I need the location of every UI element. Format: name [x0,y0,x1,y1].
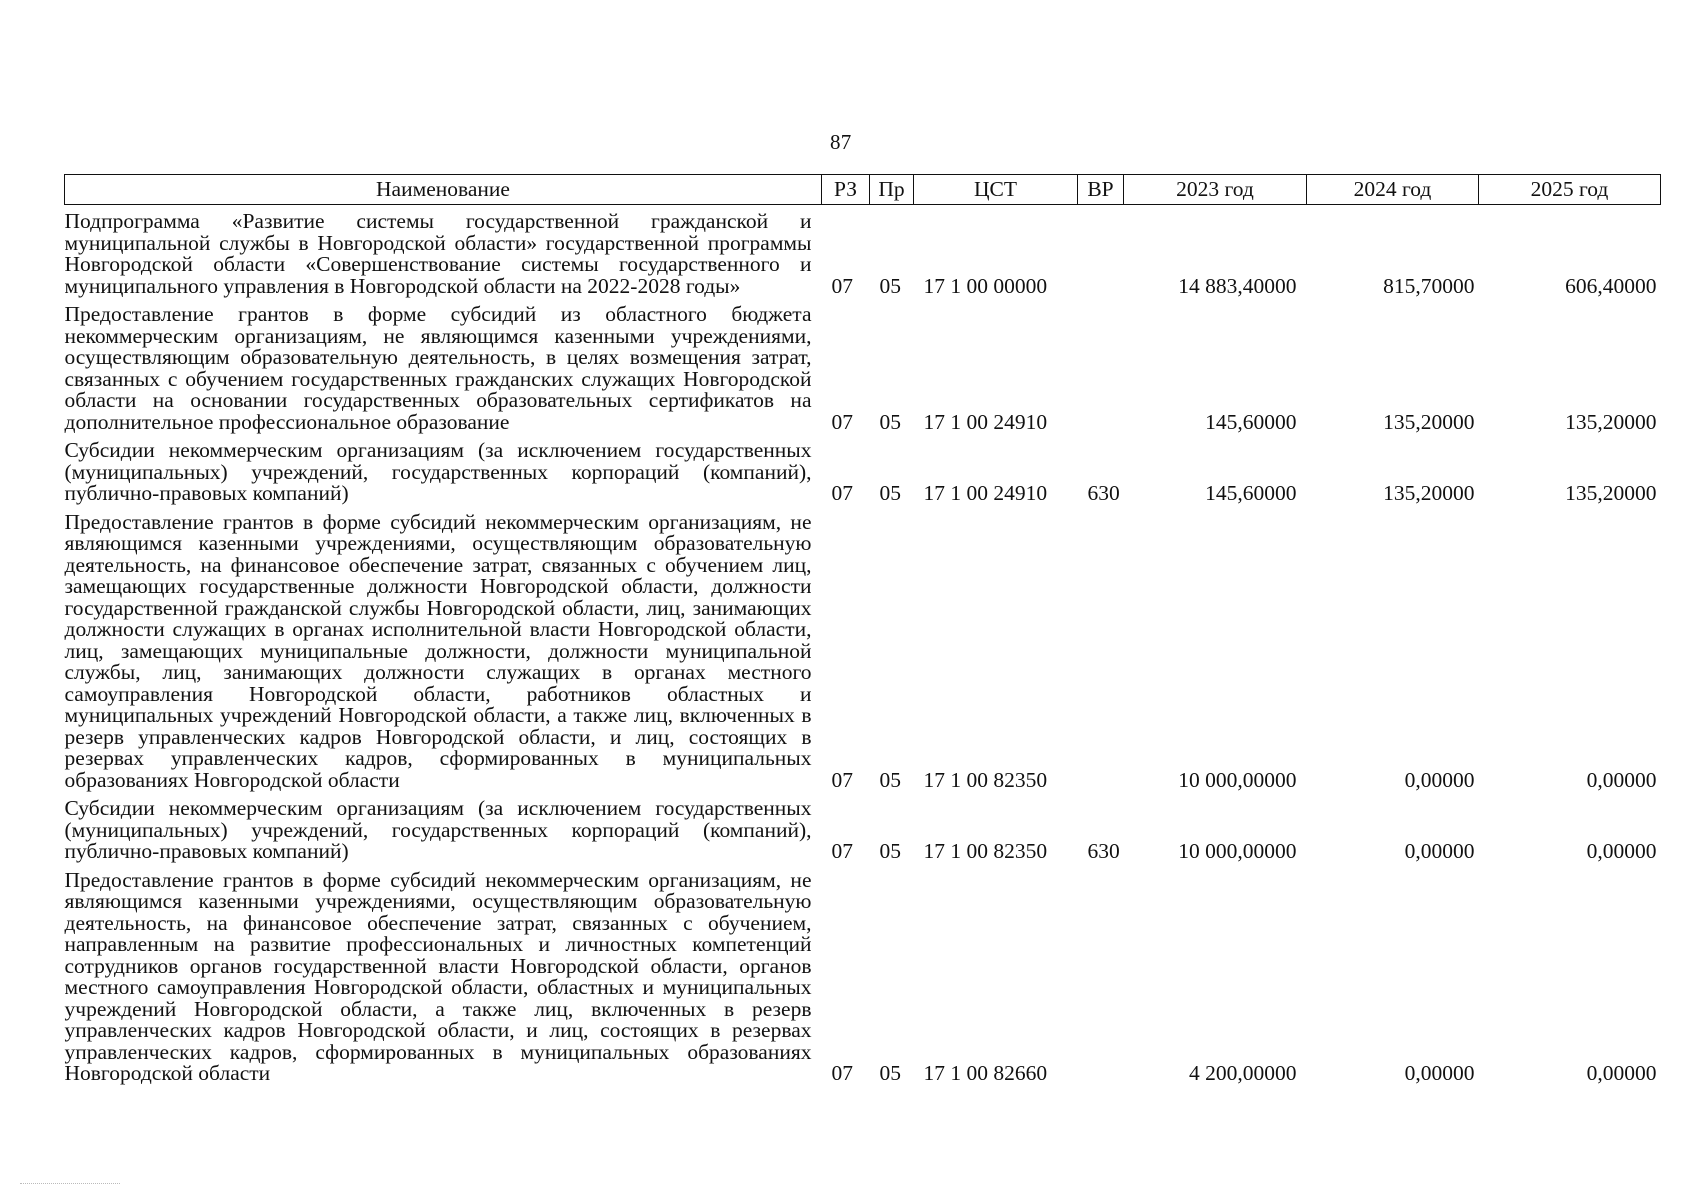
row-vr: 630 [1087,839,1120,863]
table-row [65,506,1661,793]
row-rz: 07 [831,273,853,298]
row-rz: 07 [831,481,853,505]
row-vr: 630 [1087,481,1120,505]
row-2024: 0,00000 [1404,839,1475,863]
row-2023: 145,60000 [1205,409,1297,434]
row-pr: 05 [879,409,901,434]
row-cst: 17 1 00 24910 [923,409,1048,434]
page-number: 87 [830,130,852,154]
row-pr: 05 [879,767,901,792]
row-2024: 0,00000 [1404,767,1475,792]
row-name: Субсидии некоммерческим организациям (за исключением государственных (муниципальных) учреждений, государственных корпораций (компаний), публично-правовых компаний) [64,796,812,863]
table-row [65,434,1661,506]
row-2025: 135,20000 [1565,481,1657,505]
row-name: Предоставление грантов в форме субсидий некоммерческим организациям, не являющимся казенными учреждениями, осуществляющим образовательную деятельность, на финансовое обеспечение затрат, связанных с обучением, направленным на развитие профессиональных и личностных компетенций сотрудников органов государственной власти Новгородской области, органов местного самоуправления Новгородской области, областных и муниципальных учреждений Новгородской области, а также лиц, включенных в резерв управленческих кадров Новгородской области, и лиц, состоящих в резервах управленческих кадров, сформированных в муниципальных образованиях Новгородской области [64,867,812,1085]
table-row [65,205,1661,299]
row-vr [1078,506,1124,793]
header-vr: ВР [1078,175,1124,205]
header-cst: ЦСТ [914,175,1078,205]
row-2023: 10 000,00000 [1178,839,1297,863]
row-rz: 07 [831,409,853,434]
row-2025: 135,20000 [1565,409,1657,434]
row-cst: 17 1 00 82350 [923,839,1048,863]
header-row [65,175,1661,205]
row-rz: 07 [831,839,853,863]
row-cst: 17 1 00 00000 [923,273,1048,298]
row-2025: 0,00000 [1586,767,1657,792]
row-2023: 145,60000 [1205,481,1297,505]
row-2023: 4 200,00000 [1189,1061,1297,1085]
row-2024: 0,00000 [1404,1061,1475,1085]
row-2024: 135,20000 [1383,481,1475,505]
row-pr: 05 [879,1061,901,1085]
row-cst: 17 1 00 82660 [923,1061,1048,1085]
budget-table [64,174,1661,1086]
row-2023: 10 000,00000 [1178,767,1297,792]
row-rz: 07 [831,767,853,792]
row-2025: 0,00000 [1586,839,1657,863]
row-name: Предоставление грантов в форме субсидий некоммерческим организациям, не являющимся казенными учреждениями, осуществляющим образовательную деятельность, на финансовое обеспечение затрат, связанных с обучением лиц, замещающих государственные должности Новгородской области, должности государственной гражданской службы Новгородской области, лиц, занимающих должности служащих в органах исполнительной власти Новгородской области, лиц, замещающих муниципальные должности, должности муниципальной службы, лиц, занимающих должности служащих в органах местного самоуправления Новгородской области, работников областных и муниципальных учреждений Новгородской области, а также лиц, включенных в резерв управленческих кадров Новгородской области, и лиц, состоящих в резервах управленческих кадров, сформированных в муниципальных образованиях Новгородской области [64,509,812,792]
row-2025: 0,00000 [1586,1061,1657,1085]
row-rz: 07 [831,1061,853,1085]
row-2024: 135,20000 [1383,409,1475,434]
row-2024: 815,70000 [1383,273,1475,298]
row-vr [1078,864,1124,1086]
table-header [65,175,1661,205]
row-name: Субсидии некоммерческим организациям (за исключением государственных (муниципальных) учреждений, государственных корпораций (компаний), публично-правовых компаний) [64,438,812,505]
row-pr: 05 [879,839,901,863]
row-vr [1078,298,1124,434]
row-cst: 17 1 00 82350 [923,767,1048,792]
row-pr: 05 [879,481,901,505]
table-body [65,205,1661,1086]
header-2024: 2024 год [1307,175,1479,205]
row-vr [1078,205,1124,299]
row-2023: 14 883,40000 [1178,273,1297,298]
header-name: Наименование [65,175,822,205]
row-name: Подпрограмма «Развитие системы государственной гражданской и муниципальной службы в Новгородской области» государственной программы Новгородской области «Совершенствование системы государственного и муниципального управления в Новгородской области на 2022-2028 годы» [64,209,812,298]
table-row [65,298,1661,434]
table-row [65,792,1661,864]
table-row [65,864,1661,1086]
header-2025: 2025 год [1479,175,1661,205]
row-pr: 05 [879,273,901,298]
header-2023: 2023 год [1124,175,1307,205]
row-2025: 606,40000 [1565,273,1657,298]
row-cst: 17 1 00 24910 [923,481,1048,505]
header-pr: Пр [870,175,914,205]
header-rz: РЗ [822,175,870,205]
row-name: Предоставление грантов в форме субсидий из областного бюджета некоммерческим организациям, не являющимся казенными учреждениями, осуществляющим образовательную деятельность, в целях возмещения затрат, связанных с обучением государственных гражданских служащих Новгородской области на основании государственных образовательных сертификатов на дополнительное профессиональное образование [64,302,812,434]
scan-artifact-line [20,1183,120,1185]
